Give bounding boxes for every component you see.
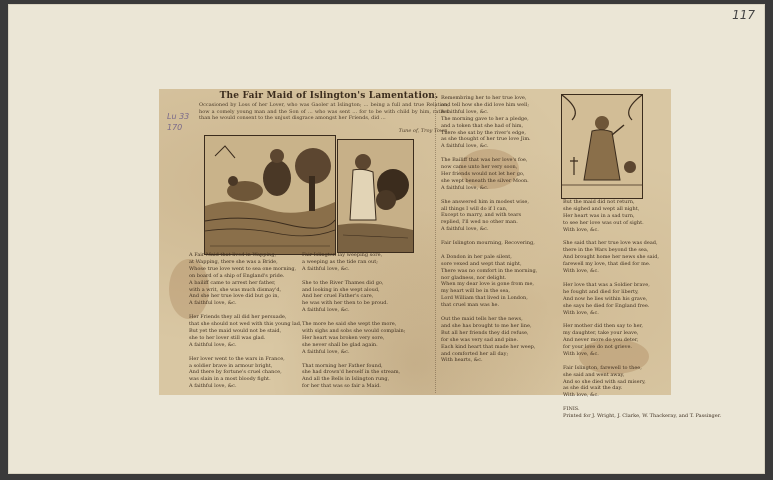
verse-line: for she was very sad and pine.	[441, 336, 519, 343]
verse-line: that she should not wed with this young lad,	[189, 321, 302, 328]
verse-line: he fought and died for liberty,	[563, 288, 639, 295]
verse-line: Her friends would not let her go,	[441, 170, 525, 177]
woodcut-figure-image	[338, 140, 413, 252]
verse-line: Her Friends they all did her persuade,	[189, 314, 287, 321]
verse-line	[189, 349, 299, 356]
verse-line: there in the Wars beyond the sea,	[563, 247, 649, 254]
verse-line: There she sat by the river's edge,	[441, 129, 526, 136]
verse-line: A Dondon in her pale silent,	[441, 253, 512, 260]
verse-line: to see her love was out of sight.	[563, 219, 644, 226]
verse-line: for her that was so fair a Maid.	[302, 383, 381, 390]
pencil-mark: 170	[167, 123, 183, 132]
woodcut-landscape	[204, 135, 336, 255]
verse-line: But yet the maid would not be staid,	[189, 327, 282, 334]
verse-line: But the maid did not return,	[563, 199, 635, 205]
verse-line	[563, 358, 663, 365]
verse-line	[441, 309, 561, 316]
verse-line: as she thought of her true love Jim.	[441, 136, 531, 143]
verse-line: A faithful love, &c.	[441, 143, 489, 150]
verse-line	[302, 356, 422, 363]
verse-line: that cruel man was he.	[441, 302, 500, 309]
verse-line	[441, 192, 561, 199]
verse-line: The morning gave to her a pledge,	[441, 115, 529, 122]
verse-line: she said and went away,	[563, 371, 625, 378]
tune-line: Tune of, Troy Town.	[398, 128, 449, 134]
verse-line	[563, 275, 663, 282]
verse-line	[189, 307, 299, 314]
verse-line: Lord William that lived in London,	[441, 295, 528, 302]
verse-line: And there by fortune's cruel chance,	[189, 369, 282, 376]
verse-line: she to her lover still was glad.	[189, 334, 266, 341]
verse-line: and she has brought to me her line,	[441, 322, 532, 329]
verse-line: And brought home her news she said,	[563, 254, 660, 261]
verse-line: Her heart was broken very sore,	[302, 334, 385, 341]
verse-line: my daughter, take your leave,	[563, 330, 639, 337]
verse-line: and a token that she had of him,	[441, 122, 524, 129]
verse-line: on board of a ship of England's pride.	[189, 272, 285, 279]
verse-line: She to the River Thames did go,	[302, 279, 384, 286]
verse-line: With love, &c.	[563, 309, 599, 316]
verse-line: farewell my love, that died for me.	[563, 261, 651, 268]
woodcut-figure	[337, 139, 414, 253]
verse-line: she had drown'd herself in the stream,	[302, 369, 401, 376]
verse-line: A faithful love, &c.	[189, 383, 237, 390]
verse-line: she never shall be glad again.	[302, 341, 378, 348]
verse-column-4	[563, 199, 722, 420]
woodcut-seated-lady-image	[562, 95, 642, 198]
column-rule	[435, 93, 436, 393]
verse-line: Her lover went to the wars in France,	[189, 355, 285, 362]
verse-line: Each kind heart that made her weep,	[441, 343, 536, 350]
verse-line: And now he lies within his grave,	[563, 295, 648, 302]
verse-line: A faithful love, &c.	[189, 300, 237, 307]
verse-line: sore vexed and wept that night,	[441, 260, 522, 267]
verse-line: Fair Islington lay weeping sore,	[302, 252, 383, 258]
verse-line: She answered him in modest wise,	[441, 198, 529, 205]
verse-line: she says he died for England free.	[563, 302, 650, 309]
verse-line: she wept beneath the silver Moon.	[441, 177, 529, 184]
verse-line: A faithful love, &c.	[302, 307, 350, 314]
verse-line: with a writ, she was much dismay'd,	[189, 286, 282, 293]
verse-line: That morning her Father found,	[302, 362, 383, 369]
verse-line: and tell how she did love him well;	[441, 101, 530, 108]
verse-line	[563, 316, 663, 323]
verse-line: With love, &c.	[563, 350, 599, 357]
verse-line: A faithful love, &c.	[441, 184, 489, 191]
pencil-mark: Lu 33	[167, 112, 190, 121]
verse-line: Whose true love went to sea one morning,	[189, 265, 297, 272]
verse-line: Remembring her to her true love,	[441, 95, 527, 101]
verse-column-3	[441, 95, 561, 393]
verse-line: FINIS.	[563, 406, 580, 413]
verse-line: Her mother did then say to her,	[563, 323, 643, 330]
broadside-subtitle: Occasioned by Loss of her Lover, who was Gaoler at Islington; … being a full and true Relation, how a comely young man and the Son of … who was sent … for to be with child by him, rather than he would consent to the unjust disgrace amongst her Friends, did …	[199, 102, 449, 121]
mount-board	[8, 4, 765, 474]
verse-line: The Bailiff that was her love's foe,	[441, 157, 528, 164]
verse-line: And so she died with sad misery,	[563, 378, 646, 385]
verse-line: she sighed and wept all night,	[563, 205, 640, 212]
verse-line: at Wapping, there she was a Bride,	[189, 258, 278, 265]
verse-line: The more he said she wept the more,	[302, 321, 397, 328]
verse-line: and comforted her all day;	[441, 350, 509, 357]
folio-number: 117	[732, 8, 755, 22]
verse-line: Fair Islington mourning, Recovering,	[441, 240, 535, 247]
verse-line	[563, 234, 663, 241]
broadside-sheet	[159, 89, 722, 420]
verse-line: and looking in she wept aloud,	[302, 286, 380, 293]
verse-line	[302, 273, 422, 280]
verse-line: my heart will be in the sea,	[441, 288, 511, 295]
verse-line: A faithful love, &c.	[302, 348, 350, 355]
verse-line: a weeping as the tide ran out;	[302, 258, 378, 265]
broadside-title: The Fair Maid of Islington's Lamentation.	[219, 91, 439, 101]
verse-line: replied, I'll wed no other man.	[441, 219, 518, 226]
verse-line: A faithful love, &c.	[189, 341, 237, 348]
verse-line	[441, 150, 561, 157]
verse-line: Her love that was a Soldier brave,	[563, 281, 650, 288]
verse-line: Printed for J. Wright, J. Clarke, W. Thackeray, and T. Passinger.	[563, 413, 722, 420]
verse-line: And she her true love did but go in,	[189, 293, 280, 300]
verse-line: a soldier brave in armour bright,	[189, 362, 273, 369]
verse-line: A Fair Maid that lived in Wapping,	[189, 252, 277, 258]
verse-line: With hearts, &c.	[441, 357, 483, 364]
pencil-marks	[167, 111, 189, 133]
verse-line: nor gladness, nor delight.	[441, 274, 507, 281]
verse-line	[441, 233, 561, 240]
woodcut-landscape-image	[205, 136, 335, 254]
verse-line: Her heart was in a sad turn,	[563, 212, 635, 219]
verse-line: With love, &c.	[563, 268, 599, 275]
verse-line: And her cruel Father's care,	[302, 293, 374, 300]
verse-line: But all her friends they did refuse,	[441, 329, 529, 336]
verse-line: Out the maid tells her the news,	[441, 316, 523, 322]
verse-line: And all the Bells in Islington rung,	[302, 376, 390, 383]
verse-line: Except to marry, and with tears	[441, 212, 522, 219]
verse-line: A faithful love, &c.	[302, 265, 350, 272]
verse-line: There was no comfort in the morning,	[441, 267, 538, 274]
verse-line	[563, 399, 663, 406]
verse-line: With love, &c.	[563, 392, 599, 399]
verse-line: with sighs and sobs she would complain;	[302, 327, 406, 334]
verse-line: all things I will do if I can,	[441, 205, 508, 212]
woodcut-seated-lady	[561, 94, 643, 199]
verse-line: A faithful love, &c.	[441, 226, 489, 233]
verse-column-2	[302, 252, 422, 392]
verse-line: She said that her true love was dead,	[563, 240, 658, 247]
verse-line: now came unto her very soon,	[441, 164, 518, 171]
verse-line: he was with her then to be proud.	[302, 300, 389, 307]
verse-line: Fair Islington, farewell to thee,	[563, 364, 642, 371]
verse-line: as she did wait the day.	[563, 385, 623, 392]
verse-line: for your love do not grieve.	[563, 344, 633, 351]
verse-line: When my dear love is gone from me,	[441, 281, 534, 288]
verse-line: A faithful love, &c.	[441, 108, 489, 115]
verse-line	[302, 314, 422, 321]
verse-line: With love, &c.	[563, 226, 599, 233]
verse-line	[441, 247, 561, 254]
verse-column-1	[189, 252, 302, 392]
verse-line: A bailiff came to arrest her father,	[189, 279, 276, 286]
verse-line: And never more do you deter,	[563, 337, 639, 344]
verse-line: was slain in a most bloody fight.	[189, 376, 271, 383]
